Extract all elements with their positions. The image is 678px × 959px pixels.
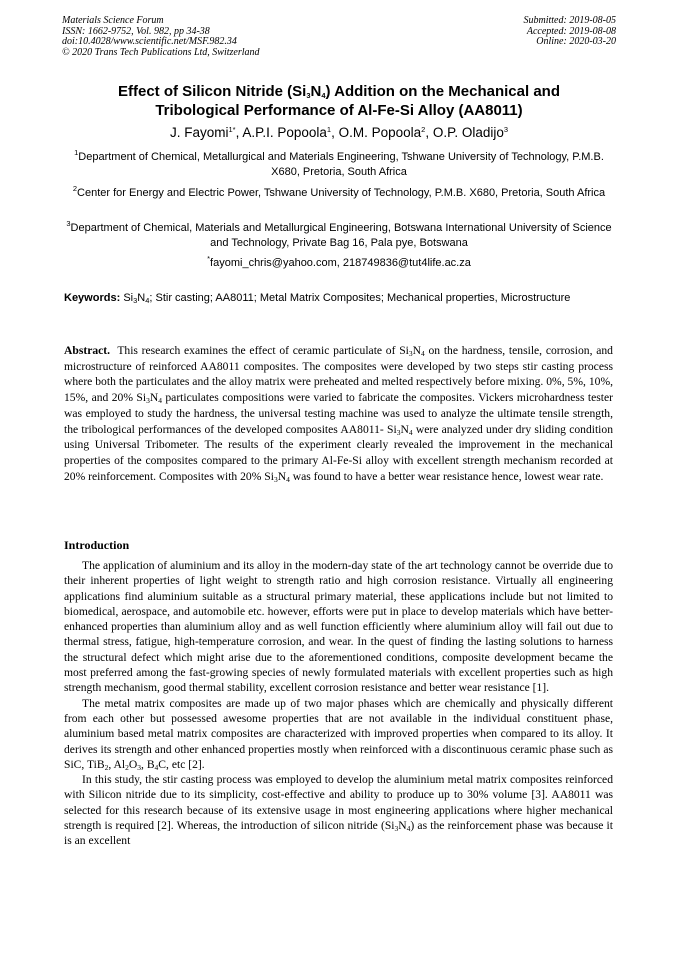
- affiliation-3: $^3$Department of Chemical, Materials and Metallurgical Engineering, Botswana International University of Science and Technology, Private Bag 16, Pala pye, Botswana: [66, 219, 612, 249]
- copyright-line: © 2020 Trans Tech Publications Ltd, Switzerland: [62, 46, 260, 58]
- introduction-heading: Introduction: [64, 538, 130, 552]
- paragraph: In this study, the stir casting process was employed to develop the aluminium metal matrix composites reinforced with Silicon nitride due to its simplicity, cost-effective and ability to produce up to 30% volume [3]. AA8011 was selected for this research because of its extensive usage in most engineering applications where higher mechanical strength is required [2]. Whereas, the introduction of silicon nitride $(Si_3N_4)$ as the reinforcement phase was because it is an excellent: [64, 773, 613, 848]
- abstract-label: Abstract.: [64, 344, 111, 357]
- publication-info: [62, 16, 260, 58]
- keywords-label: Keywords:: [64, 292, 121, 304]
- paragraph: The application of aluminium and its alloy in the modern-day state of the art technology cannot be override due to their inherent properties of light weight to strength ratio and high corrosion resistance. Virtually all engineering applications find aluminium suitable as a structural primary material, these applications include but not limited to biomedical, aerospace, and automobile etc. however, efforts were put in place to develop materials which have better-enhanced properties than aluminium alloy and as well function efficiently where aluminium alloy will fail out due to thermal stress, fatigue, high-temperature corrosion, and wear. In the quest of finding the lasting solutions to harness the structural defect which might arise due to the aforementioned conditions, composite development became the most preferred among the fast-growing species of newly formulated materials with excellent properties such as high strength mechanism, good thermal stability, excellent corrosion resistance and better wear resistance [1].: [64, 559, 613, 695]
- paragraph: The metal matrix composites are made up of two major phases which are chemically and physically different from each other but possessed awesome properties that are not available in the individual constituent phase, aluminium based metal matrix composites are characterized with improved properties when compared to its alloy. It derives its strength and other enhanced properties mostly when reinforced with a discontinuous ceramic phase such as SiC, TiB$_2$, $Al_2O_3$, $B_4C$, etc [2].: [64, 696, 613, 772]
- journal-name: Materials Science Forum: [62, 15, 164, 26]
- submitted-date: Submitted: 2019-08-05: [523, 15, 616, 26]
- author-name: O.M. Popoola: [338, 125, 422, 140]
- contact-email: *fayomi_chris@yahoo.com, 218749836@tut4life.ac.za: [207, 254, 471, 269]
- publication-dates: [524, 16, 617, 48]
- author-list: J. Fayomi$^{1*}$, A.P.I. Popoola$^1$, O.M. Popoola$^2$, O.P. Oladijo$^3$: [169, 125, 509, 140]
- author-name: O.P. Oladijo: [432, 125, 504, 140]
- online-date: Online: 2020-03-20: [536, 36, 616, 47]
- doi-line[interactable]: doi:10.4028/www.scientific.net/MSF.982.34: [62, 36, 237, 47]
- author-name: J. Fayomi: [169, 125, 229, 140]
- abstract: Abstract. This research examines the effect of ceramic particulate of $Si_3N_4$ on the hardness, tensile, corrosion, and microstructure of reinforced AA8011 composites. The composites were developed by two steps stir casting process where both the particulates and the alloy matrix were preheated and melted respectively before mixing. 0%, 5%, 10%, 15%, and 20% $Si_3N_4$ particulates compositions were varied to fabricate the composites. Vickers microhardness tester was employed to study the hardness, the universal testing machine was used to analyze the ultimate tensile strength, the tribological performances of the developed composites AA8011- $Si_3N_4$ were analyzed under dry sliding condition using Universal Tribometer. The results of the experiment clearly revealed the improvement in the mechanical properties of the composites compared to the primary Al-Fe-Si alloy with excellent strength mechanism recorded at 20% reinforcement. Composites with 20% $Si_3N_4$ was found to have a better wear resistance hence, lowest wear rate.: [64, 344, 613, 484]
- affiliation-1: $^1$Department of Chemical, Metallurgical and Materials Engineering, Tshwane University of Technology, P.M.B. X680, Pretoria, South Africa: [74, 148, 604, 178]
- accepted-date: Accepted: 2019-08-08: [526, 25, 616, 37]
- issn-line: ISSN: 1662-9752, Vol. 982, pp 34-38: [62, 25, 210, 37]
- paper-title: Effect of Silicon Nitride $(Si_3N_4)$ Addition on the Mechanical and Tribological Performance of Al-Fe-Si Alloy (AA8011): [118, 83, 560, 119]
- affiliation-2: $^2$Center for Energy and Electric Power, Tshwane University of Technology, P.M.B. X680, Pretoria, South Africa: [72, 184, 606, 199]
- keywords: Keywords: $Si_3N_4$; Stir casting; AA8011; Metal Matrix Composites; Mechanical properties, Microstructure: [64, 292, 571, 305]
- author-name: A.P.I. Popoola: [242, 125, 327, 140]
- introduction-body: [64, 558, 613, 849]
